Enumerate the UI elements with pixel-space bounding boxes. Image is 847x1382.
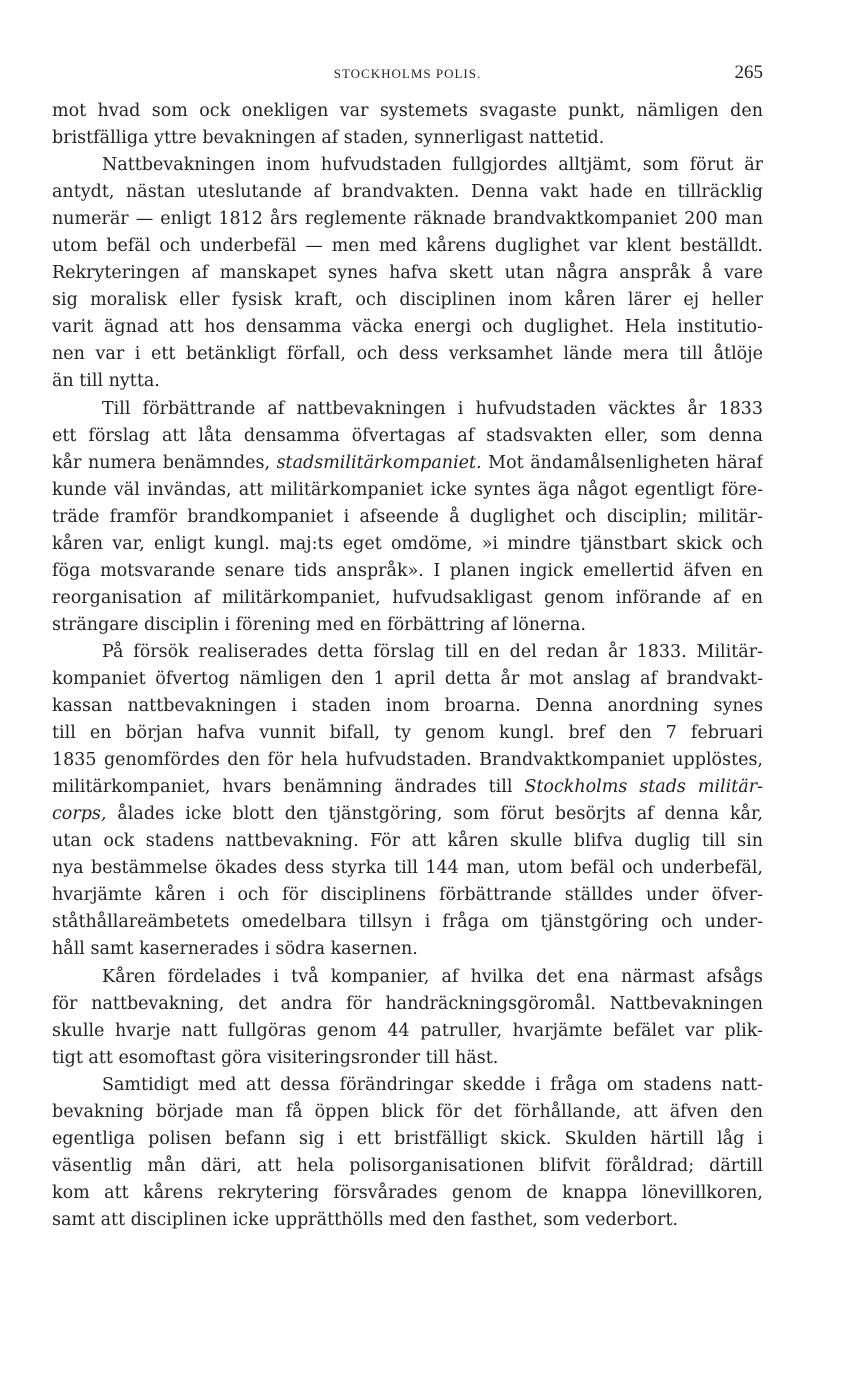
text-line: tigt att esomoftast göra visiteringsronder till häst. xyxy=(52,1047,499,1068)
text-line: 1835 genomfördes den för hela hufvudstaden. Brandvaktkompaniet upplöstes, xyxy=(52,750,763,771)
text-line: mot hvad som ock onekligen var systemets svagaste punkt, nämligen den xyxy=(52,101,763,121)
text-line: strängare disciplin i förening med en förbättring af lönerna. xyxy=(52,614,587,635)
text-line xyxy=(52,801,763,828)
text-line: antydt, nästan uteslutande af brandvakten. Denna vakt hade en tillräcklig xyxy=(52,182,763,203)
text-segment: ålades icke blott den tjänstgöring, som förut besörjts af denna kår, xyxy=(106,804,763,825)
body-text xyxy=(52,98,763,1234)
text-line: egentliga polisen befann sig i ett bristfälligt skick. Skulden härtill låg i xyxy=(52,1128,763,1149)
text-line: än till nytta. xyxy=(52,371,160,392)
text-line: Rekryteringen af manskapet synes hafva skett utan några anspråk å vare xyxy=(52,263,763,284)
text-line xyxy=(52,774,763,801)
text-line: till en början hafva vunnit bifall, ty genom kungl. bref den 7 februari xyxy=(52,723,763,744)
page-number: 265 xyxy=(734,62,763,83)
text-line: nya bestämmelse ökades dess styrka till 144 man, utom befäl och underbefäl, xyxy=(52,858,763,879)
text-line: Samtidigt med att dessa förändringar skedde i fråga om stadens natt- xyxy=(102,1074,763,1095)
text-line: kunde väl invändas, att militärkompaniet icke syntes äga något egentligt före- xyxy=(52,479,763,500)
text-line xyxy=(52,450,763,477)
text-segment: kår numera benämndes, xyxy=(52,452,277,473)
text-line: numerär — enligt 1812 års reglemente räknade brandvaktkompaniet 200 man xyxy=(52,209,763,230)
text-line: ståthållareämbetets omedelbara tillsyn i fråga om tjänstgöring och under- xyxy=(52,912,763,933)
text-line: skulle hvarje natt fullgöras genom 44 patruller, hvarjämte befälet var plik- xyxy=(52,1020,763,1041)
text-line: kompaniet öfvertog nämligen den 1 april detta år mot anslag af brandvakt- xyxy=(52,668,763,689)
text-line: reorganisation af militärkompaniet, hufvudsakligast genom införande af en xyxy=(52,587,763,608)
text-line: håll samt kasernerades i södra kasernen. xyxy=(52,939,418,960)
text-line: Kåren fördelades i två kompanier, af hvilka det ena närmast afsågs xyxy=(102,966,763,987)
text-line: nen var i ett betänkligt förfall, och dess verksamhet lände mera till åtlöje xyxy=(52,344,763,365)
text-line: hvarjämte kåren i och för disciplinens förbättrande ställdes under öfver- xyxy=(52,885,763,906)
text-segment: Mot ändamålsenligheten häraf xyxy=(481,452,763,473)
text-line: föga motsvarande senare tids anspråk». I planen ingick emellertid äfven en xyxy=(52,560,763,581)
running-title: STOCKHOLMS POLIS. xyxy=(333,66,482,81)
text-line: ett förslag att låta densamma öfvertagas af stadsvakten eller, som denna xyxy=(52,425,763,446)
text-line: bevakning började man få öppen blick för det förhållande, att äfven den xyxy=(52,1101,763,1122)
text-line: väsentlig mån däri, att hela polisorganisationen blifvit föråldrad; därtill xyxy=(52,1155,763,1176)
text-line: utan ock stadens nattbevakning. För att kåren skulle blifva duglig till sin xyxy=(52,831,763,852)
text-line: Till förbättrande af nattbevakningen i hufvudstaden väcktes år 1833 xyxy=(102,398,763,419)
running-head xyxy=(52,62,763,86)
text-line: träde framför brandkompaniet i afseende å duglighet och disciplin; militär- xyxy=(52,506,763,527)
italic-term: stadsmilitärkompaniet. xyxy=(276,452,482,473)
text-line: På försök realiserades detta förslag till en del redan år 1833. Militär- xyxy=(102,641,763,662)
text-line: kassan nattbevakningen i staden inom broarna. Denna anordning synes xyxy=(52,696,763,717)
text-line: samt att disciplinen icke upprätthölls med den fasthet, som vederbort. xyxy=(52,1209,679,1230)
text-segment: militärkompaniet, hvars benämning ändrades till xyxy=(52,777,525,798)
text-line: för nattbevakning, det andra för handräckningsgöromål. Nattbevakningen xyxy=(52,993,763,1014)
text-line: kåren var, enligt kungl. maj:ts eget omdöme, »i mindre tjänstbart skick och xyxy=(52,533,763,554)
text-line: kom att kårens rekrytering försvårades genom de knappa lönevillkoren, xyxy=(52,1182,763,1203)
text-line: Nattbevakningen inom hufvudstaden fullgjordes alltjämt, som förut är xyxy=(102,155,763,176)
text-line: varit ägnad att hos densamma väcka energi och duglighet. Hela institutio- xyxy=(52,317,763,338)
text-line: bristfälliga yttre bevakningen af staden, synnerligast nattetid. xyxy=(52,128,605,149)
italic-term: corps, xyxy=(52,804,107,825)
italic-term: Stockholms stads militär- xyxy=(524,777,763,798)
text-line: sig moralisk eller fysisk kraft, och disciplinen inom kåren lärer ej heller xyxy=(52,290,763,311)
text-line: utom befäl och underbefäl — men med kårens duglighet var klent beställdt. xyxy=(52,236,763,257)
